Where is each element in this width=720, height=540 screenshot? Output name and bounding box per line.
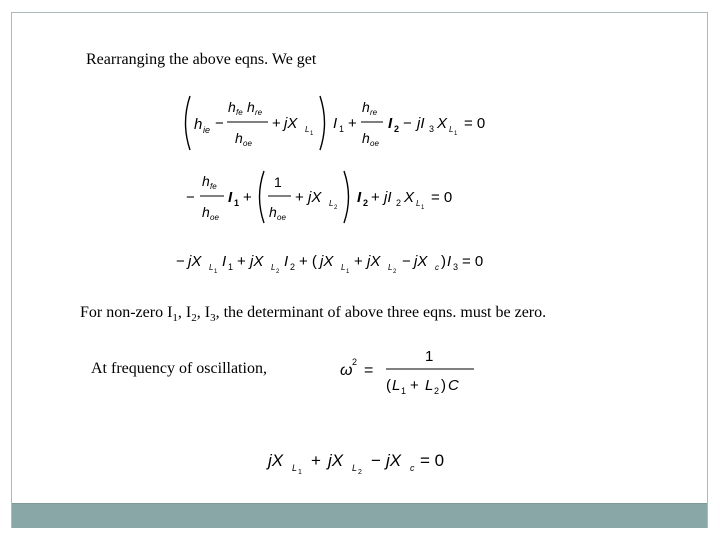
- svg-text:fe: fe: [236, 108, 243, 117]
- svg-text:1: 1: [234, 198, 240, 208]
- svg-text:1: 1: [310, 131, 314, 137]
- equation-1: [178, 92, 508, 159]
- svg-text:): ): [441, 253, 446, 270]
- svg-text:+: +: [272, 115, 281, 132]
- svg-text:2: 2: [334, 205, 338, 211]
- svg-text:I: I: [447, 253, 452, 270]
- svg-text:+: +: [237, 253, 246, 270]
- svg-text:2: 2: [434, 386, 440, 396]
- svg-text:−: −: [215, 115, 224, 132]
- svg-text:h: h: [202, 173, 210, 189]
- svg-text:3: 3: [453, 262, 459, 272]
- svg-text:h: h: [228, 99, 236, 115]
- svg-text:2: 2: [393, 269, 397, 274]
- svg-text:oe: oe: [277, 213, 286, 222]
- svg-text:= 0: = 0: [420, 451, 445, 470]
- svg-text:C: C: [448, 377, 459, 394]
- sub-2: 2: [191, 312, 197, 325]
- svg-text:+: +: [295, 189, 304, 206]
- svg-text:2: 2: [363, 198, 369, 208]
- svg-text:L: L: [416, 199, 421, 208]
- svg-text:c: c: [435, 263, 439, 272]
- svg-text:fe: fe: [210, 182, 217, 191]
- svg-text:L: L: [329, 199, 334, 208]
- svg-text:jX: jX: [188, 253, 202, 270]
- svg-text:jI: jI: [417, 115, 425, 132]
- svg-text:1: 1: [401, 386, 407, 396]
- footer-bar: [12, 503, 707, 528]
- svg-text:3: 3: [429, 124, 435, 134]
- svg-text:1: 1: [454, 131, 458, 137]
- svg-text:h: h: [362, 130, 370, 146]
- oscillation-label: At frequency of oscillation,: [91, 360, 267, 377]
- svg-text:I: I: [388, 115, 393, 132]
- svg-text:= 0: = 0: [431, 189, 453, 206]
- svg-text:h: h: [269, 204, 277, 220]
- svg-text:2: 2: [396, 198, 402, 208]
- svg-text:1: 1: [346, 269, 350, 274]
- svg-text:1: 1: [274, 174, 282, 190]
- svg-text:L: L: [425, 377, 434, 394]
- svg-text:oe: oe: [210, 213, 219, 222]
- svg-text:jX: jX: [320, 253, 334, 270]
- svg-text:−: −: [403, 115, 412, 132]
- svg-text:1: 1: [339, 124, 345, 134]
- svg-text:I: I: [284, 253, 289, 270]
- svg-text:jX: jX: [284, 115, 298, 132]
- svg-text:jX: jX: [386, 451, 402, 470]
- condition-prefix: For non-zero I: [80, 304, 173, 321]
- svg-text:1: 1: [228, 262, 234, 272]
- svg-text:jX: jX: [250, 253, 264, 270]
- svg-text:ω: ω: [340, 362, 353, 379]
- svg-text:+ (: + (: [299, 253, 317, 270]
- svg-text:L: L: [352, 463, 358, 473]
- svg-text:jX: jX: [367, 253, 381, 270]
- svg-text:I: I: [357, 189, 362, 206]
- svg-text:L: L: [392, 377, 401, 394]
- svg-text:+: +: [311, 451, 321, 470]
- svg-text:L: L: [292, 463, 298, 473]
- svg-text:1: 1: [298, 469, 302, 476]
- svg-text:oe: oe: [370, 139, 379, 148]
- svg-text:+: +: [348, 115, 357, 132]
- svg-text:−: −: [176, 253, 185, 270]
- svg-text:= 0: = 0: [462, 253, 484, 270]
- equation-2: [178, 168, 478, 231]
- svg-text:(: (: [386, 377, 391, 394]
- condition-text: [80, 304, 546, 324]
- svg-text:2: 2: [276, 269, 280, 274]
- condition-comma-2: , I: [196, 304, 211, 321]
- svg-text:L: L: [209, 263, 214, 272]
- svg-text:I: I: [228, 189, 233, 206]
- svg-text:re: re: [370, 108, 378, 117]
- svg-text:L: L: [449, 125, 454, 134]
- svg-text:jX: jX: [308, 189, 322, 206]
- svg-text:jI: jI: [384, 189, 392, 206]
- svg-text:I: I: [222, 253, 227, 270]
- svg-text:= 0: = 0: [464, 115, 486, 132]
- svg-text:h: h: [202, 204, 210, 220]
- svg-text:1: 1: [425, 348, 434, 365]
- svg-text:ie: ie: [203, 125, 211, 135]
- svg-text:X: X: [437, 115, 448, 132]
- sub-3: 3: [210, 312, 216, 325]
- svg-text:L: L: [388, 263, 393, 272]
- svg-text:+: +: [354, 253, 363, 270]
- svg-text:2: 2: [358, 469, 362, 476]
- svg-text:L: L: [305, 125, 310, 134]
- svg-text:=: =: [364, 362, 374, 379]
- svg-text:h: h: [362, 99, 370, 115]
- equation-3: [174, 248, 504, 279]
- svg-text:+: +: [371, 189, 380, 206]
- svg-text:): ): [441, 377, 446, 394]
- final-equation: [266, 446, 476, 483]
- svg-text:jX: jX: [414, 253, 428, 270]
- svg-text:I: I: [333, 115, 338, 132]
- svg-text:oe: oe: [243, 139, 252, 148]
- condition-suffix: , the determinant of above three eqns. must be zero.: [215, 304, 547, 321]
- svg-text:1: 1: [214, 269, 218, 274]
- svg-text:re: re: [255, 108, 263, 117]
- svg-text:L: L: [341, 263, 346, 272]
- svg-text:1: 1: [421, 205, 425, 211]
- svg-text:h: h: [235, 130, 243, 146]
- svg-text:h: h: [247, 99, 255, 115]
- svg-text:jX: jX: [268, 451, 284, 470]
- svg-text:2: 2: [290, 262, 296, 272]
- svg-text:+: +: [410, 377, 419, 394]
- svg-text:−: −: [186, 189, 195, 206]
- svg-text:−: −: [371, 451, 381, 470]
- svg-text:2: 2: [352, 357, 358, 367]
- svg-text:h: h: [194, 116, 203, 133]
- svg-text:L: L: [271, 263, 276, 272]
- svg-text:jX: jX: [328, 451, 344, 470]
- heading-text: Rearranging the above eqns. We get: [86, 51, 317, 68]
- svg-text:c: c: [410, 463, 415, 473]
- svg-text:+: +: [243, 189, 252, 206]
- svg-text:−: −: [402, 253, 411, 270]
- svg-text:X: X: [404, 189, 415, 206]
- omega-equation: [338, 344, 488, 405]
- sub-1: 1: [172, 312, 178, 325]
- svg-text:2: 2: [394, 124, 400, 134]
- condition-comma-1: , I: [177, 304, 192, 321]
